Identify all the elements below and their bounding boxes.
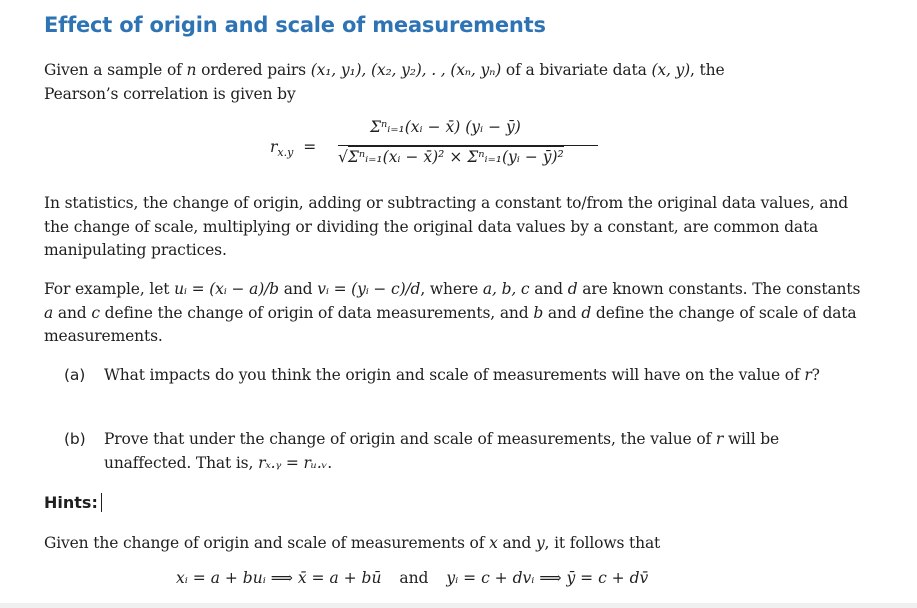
final-equation: [176, 569, 648, 587]
intro-text-2: ordered pairs: [201, 61, 306, 79]
hints-label[interactable]: Hints:: [44, 493, 102, 512]
paragraph-origin-scale: In statistics, the change of origin, adding or subtracting a constant to/from the original data values, and the change of scale, multiplying or dividing the original data values by a constant, are common data manipulating practices.: [44, 194, 849, 259]
question-b-text: Prove that under the change of origin and scale of measurements, the value of r will be unaffected. That is, rₓ.ᵧ = rᵤ.ᵥ.: [104, 430, 780, 472]
intro-xy: (x, y): [651, 61, 690, 79]
intro-pairs: (x₁, y₁), (x₂, y₂), . , (xₙ, yₙ): [310, 61, 502, 79]
intro-text-3: of a bivariate data: [505, 61, 647, 79]
formula-denominator: √Σⁿᵢ₌₁(xᵢ − x̄)² × Σⁿᵢ₌₁(yᵢ − ȳ)²: [338, 148, 564, 166]
final-eq-and: and: [399, 569, 429, 587]
bottom-rule: [0, 603, 917, 608]
text-caret: [101, 493, 102, 512]
formula-numerator: Σⁿᵢ₌₁(xᵢ − x̄) (yᵢ − ȳ): [370, 118, 521, 136]
question-b-marker: (b): [64, 430, 86, 448]
page-title: Effect of origin and scale of measurements: [44, 13, 546, 37]
question-a-marker: (a): [64, 366, 86, 384]
intro-text-4: , the: [690, 61, 725, 79]
paragraph-example: For example, let uᵢ = (xᵢ − a)/b and vᵢ = (yᵢ − c)/d, where a, b, c and d are known constants. The constants a and c define the change of origin of data measurements, and b and d define the change of scale of data measurements.: [44, 280, 861, 345]
intro-paragraph: [44, 59, 864, 106]
final-eq-left: xᵢ = a + buᵢ ⟹ x̄ = a + bū: [176, 569, 382, 587]
intro-text-1: Given a sample of: [44, 61, 182, 79]
intro-text-line2: Pearson’s correlation is given by: [44, 84, 296, 103]
question-a-text: What impacts do you think the origin and scale of measurements will have on the value of r?: [104, 366, 820, 384]
intro-n: n: [186, 61, 197, 79]
pearson-formula: [270, 118, 610, 178]
hint-line: Given the change of origin and scale of measurements of x and y, it follows that: [44, 534, 661, 552]
formula-lhs: $r_{x.y}$ =: [270, 138, 317, 160]
final-eq-right: yᵢ = c + dvᵢ ⟹ ȳ = c + dv̄: [446, 569, 649, 587]
